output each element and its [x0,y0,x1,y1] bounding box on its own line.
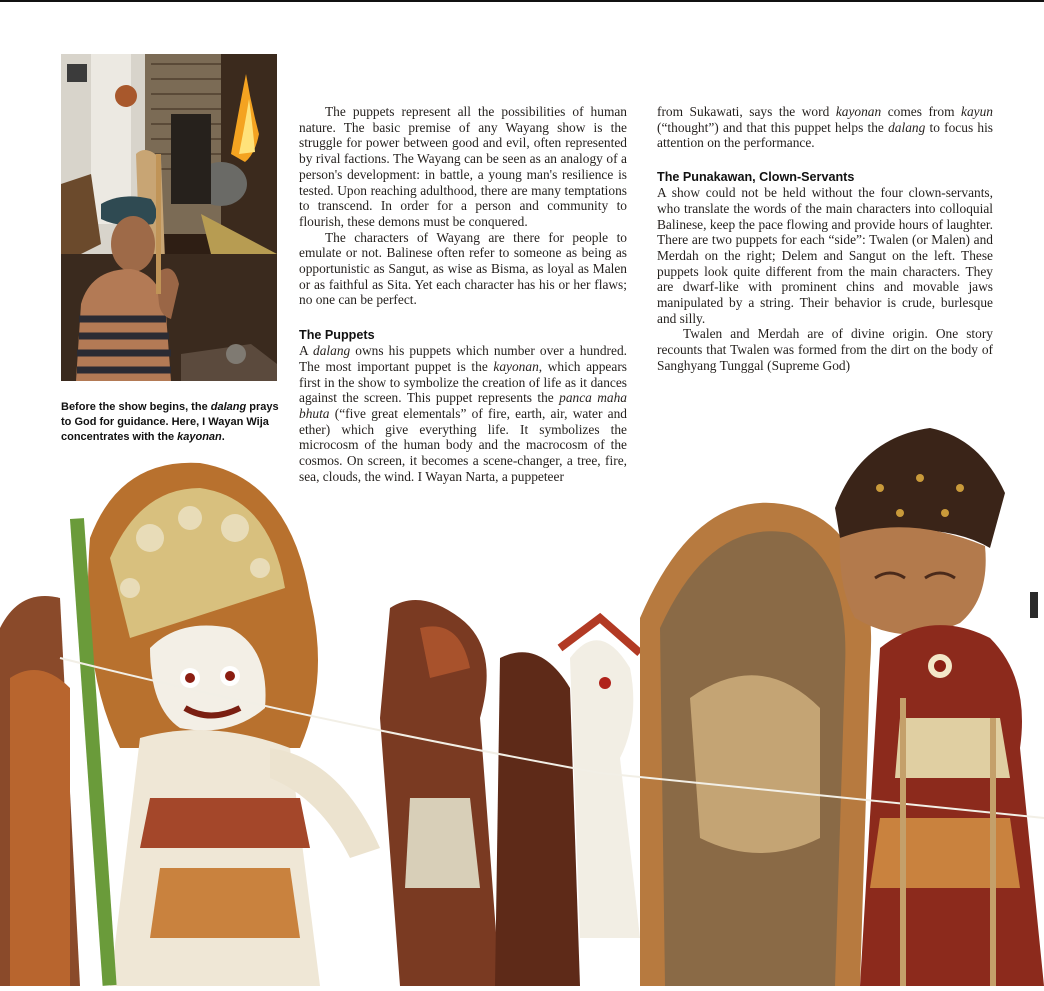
caption-text: . [221,431,225,443]
paragraph: The puppets represent all the possibilities of human nature. The basic premise of any Wayang show is the struggle for power between good and evil, often represented by rival factions. The Wayang can be seen as an analogy of a person's development: in battle, a young man's resilience is tested. Upon reaching adulthood, there are many temptations to transcend. In order for a person and community to flourish, these demons must be conquered. [299,104,627,229]
top-rule [0,0,1044,2]
section-heading-punakawan: The Punakawan, Clown-Servants [657,170,855,185]
page-edge-mark [1030,592,1038,618]
caption-text: Before the show begins, the [61,401,211,413]
caption-text: prays to God for guidance. Here, I Wayan Wija concentrates with the [61,401,279,443]
section-heading-puppets: The Puppets [299,328,375,343]
paragraph: Twalen and Merdah are of divine origin. One story recounts that Twalen was formed from the dirt on the body of Sanghyang Tunggal (Supreme God) [657,326,993,373]
caption-term: kayonan [177,431,222,443]
caption-term: dalang [210,401,247,413]
wayang-puppets-illustration [0,418,1044,986]
paragraph: A show could not be held without the four clown-servants, who translate the words of the main characters into colloquial Balinese, keep the pace flowing and provide hours of laughter. There are two puppets for each “side”: Twalen (or Malen) and Merdah on the right; Delem and Sangut on the left. These puppets look quite different from the main characters. They are dwarf-like with prominent chins and movable jaws manipulated by a string. Their behavior is crude, burlesque and silly. [657,185,993,326]
paragraph: The characters of Wayang are there for people to emulate or not. Balinese often refer to someone as being as opportunistic as Sangut, as wise as Bisma, as loyal as Malen or as faithful as Sita. Yet each character has his or her flaws; no one can be perfect. [299,229,627,308]
text-column-right [657,104,993,374]
paragraph: from Sukawati, says the word kayonan comes from kayun (“thought”) and that this puppet helps the dalang to focus his attention on the performance. [657,104,993,151]
dalang-photo [61,54,277,381]
paragraph: A dalang owns his puppets which number over a hundred. The most important puppet is the kayonan, which appears first in the show to symbolize the creation of life as it dances against the screen. This puppet represents the panca maha bhuta (“five great elementals” of fire, earth, air, water and ether) which give everything life. It symbolizes the microcosm of the human body and the macrocosm of the cosmos. On screen, it becomes a scene-changer, a tree, fire, sea, clouds, the wind. I Wayan Narta, a puppeteer [299,343,627,484]
